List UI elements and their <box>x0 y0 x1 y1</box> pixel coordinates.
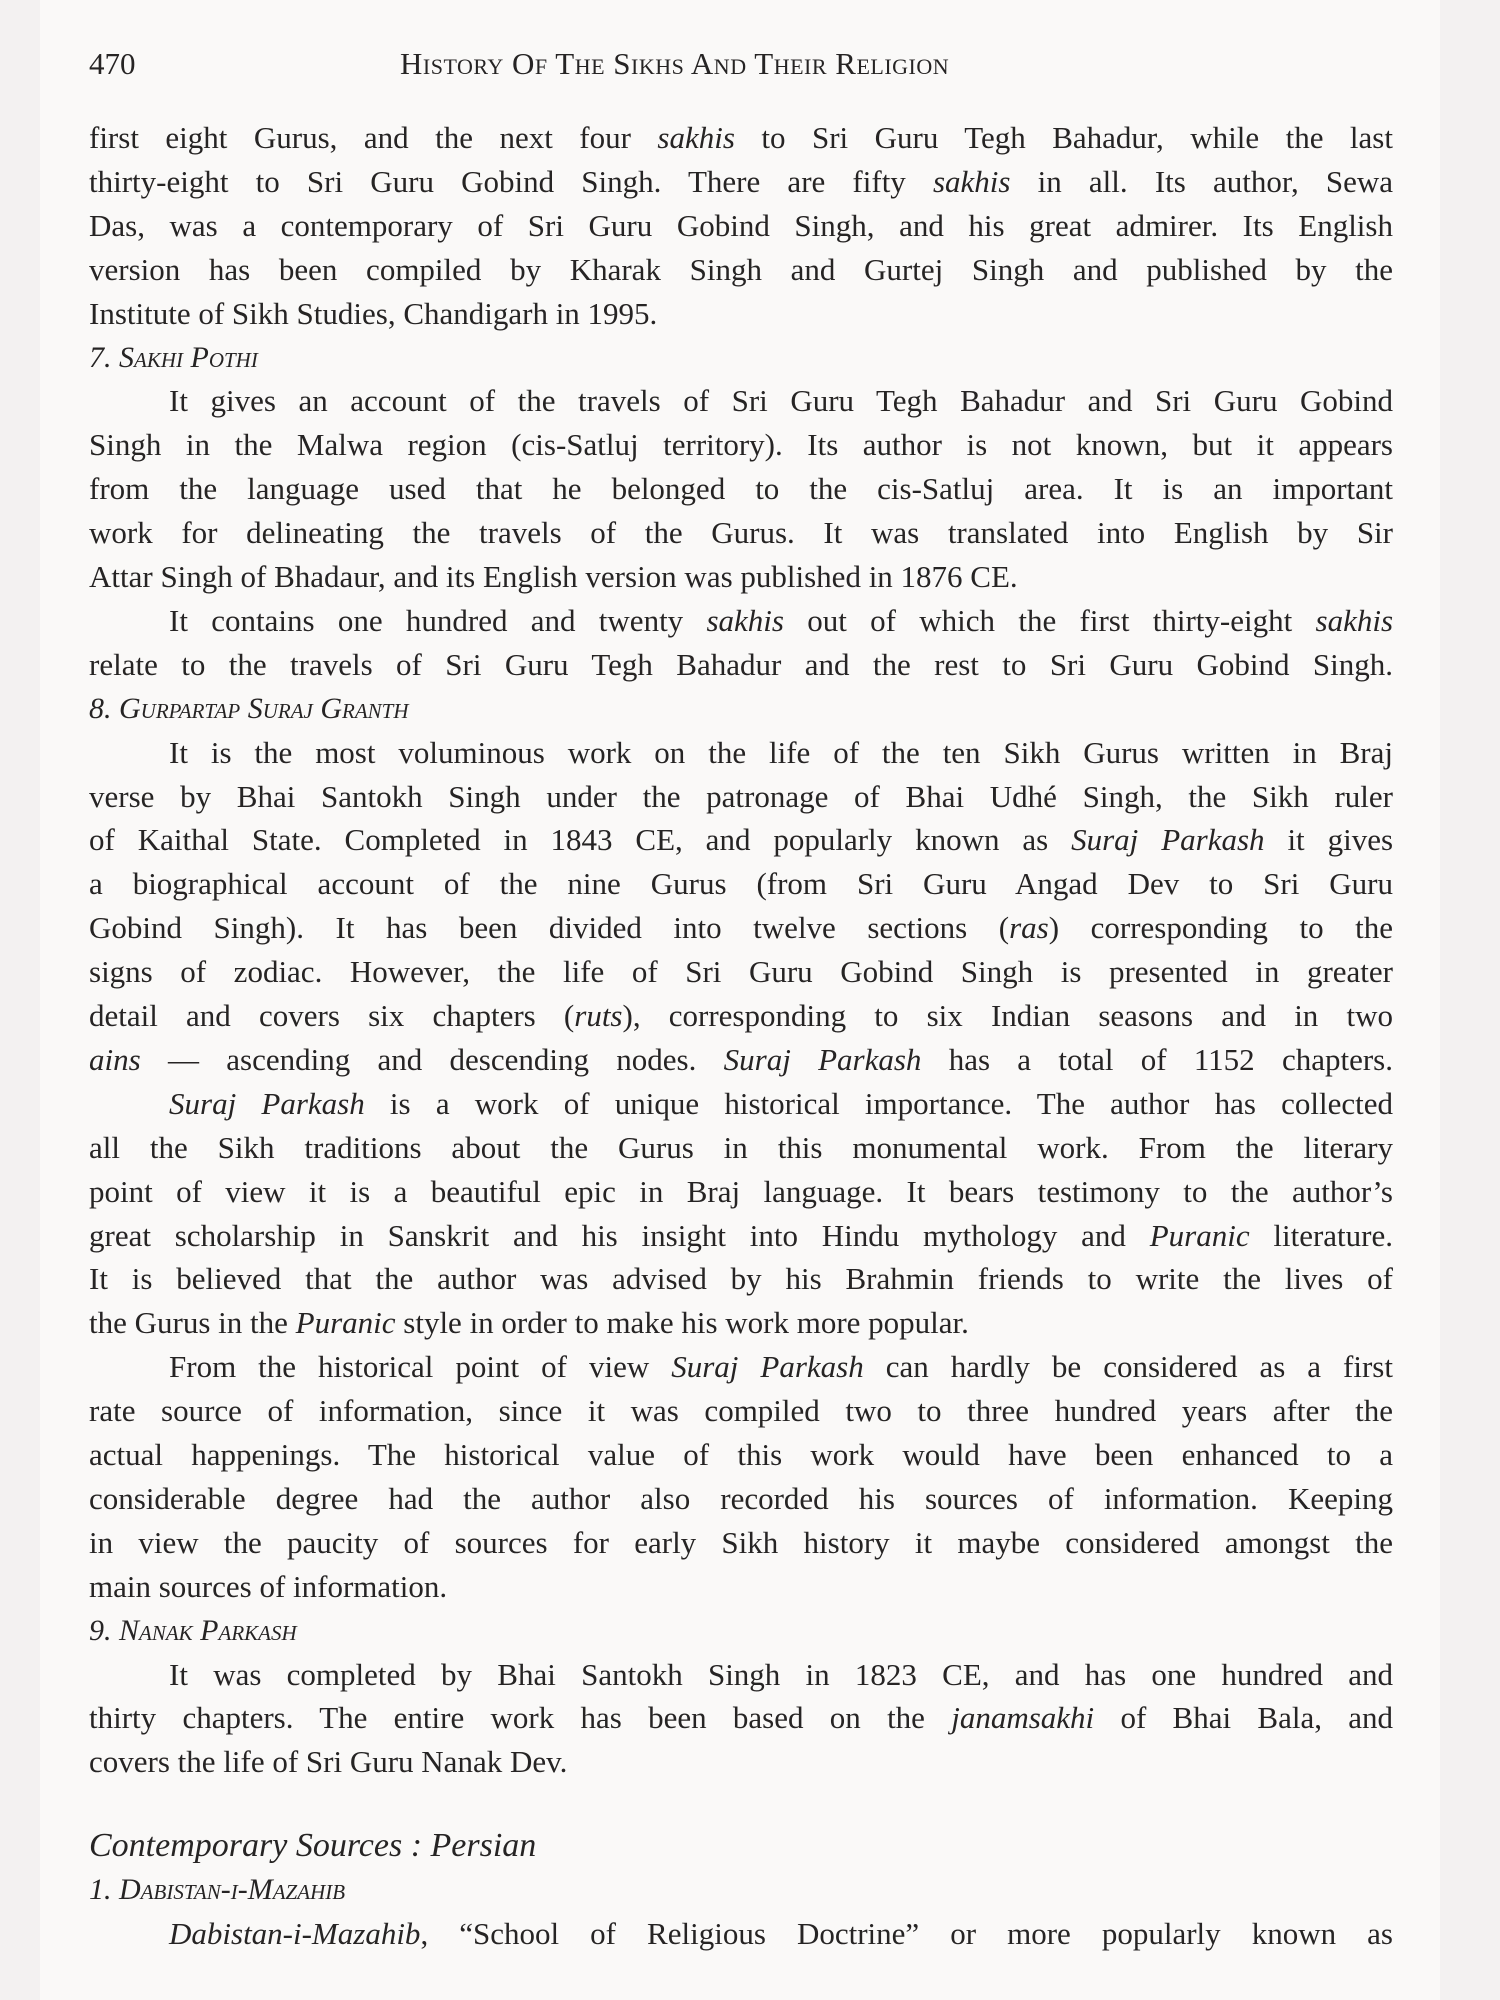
subsection-heading <box>89 338 1393 378</box>
text-run: ) corresponding to the <box>1048 910 1393 946</box>
text-run: Singh in the Malwa region (cis-Satluj territory). Its author is not known, but it appears <box>89 427 1393 463</box>
subsection-heading <box>89 1611 1393 1651</box>
text-line <box>89 425 1393 465</box>
text-line <box>89 777 1393 817</box>
italic-text: ruts <box>574 998 623 1033</box>
text-run: verse by Bhai Santokh Singh under the patronage of Bhai Udhé Singh, the Sikh ruler <box>89 778 1393 814</box>
text-run: a biographical account of the nine Gurus (from Sri Guru Angad Dev to Sri Guru <box>89 866 1393 902</box>
text-run: great scholarship in Sanskrit and his insight into Hindu mythology and <box>89 1217 1150 1253</box>
text-line <box>89 162 1393 202</box>
italic-text: Puranic <box>1149 1217 1250 1253</box>
text-run: It was completed by Bhai Santokh Singh in 1823 CE, and has one hundred and <box>169 1656 1393 1692</box>
text-line <box>89 294 1393 334</box>
text-run: — ascending and descending nodes. <box>140 1041 724 1077</box>
italic-text: Dabistan-i-Mazahib <box>169 1915 421 1951</box>
text-run: to Sri Guru Tegh Bahadur, while the last <box>734 120 1393 155</box>
section-heading <box>89 1826 1393 1866</box>
text-run: from the language used that he belonged to the cis-Satluj area. It is an important <box>89 471 1393 507</box>
text-run: 8. Gurpartap Suraj Granth <box>89 691 409 725</box>
text-line <box>89 908 1393 948</box>
text-line <box>89 1523 1393 1563</box>
text-run: literature. <box>1249 1217 1393 1253</box>
text-run: Contemporary Sources : Persian <box>89 1827 537 1865</box>
text-line <box>89 1128 1393 1168</box>
text-line <box>89 1259 1393 1299</box>
text-run: main sources of information. <box>89 1568 448 1604</box>
italic-text: Puranic <box>295 1305 396 1341</box>
text-run: in view the paucity of sources for early Sikh history it maybe considered amongst the <box>89 1524 1393 1560</box>
text-run: Institute of Sikh Studies, Chandigarh in 1995. <box>89 295 658 331</box>
text-line <box>89 381 1393 421</box>
text-run: rate source of information, since it was compiled two to three hundred years after the <box>89 1393 1393 1429</box>
text-run: actual happenings. The historical value of this work would have been enhanced to a <box>89 1437 1393 1472</box>
italic-text: Suraj Parkash <box>671 1349 864 1385</box>
text-run: From the historical point of view <box>169 1349 672 1385</box>
text-line <box>89 1914 1393 1954</box>
italic-text: Suraj Parkash <box>723 1041 922 1077</box>
italic-text: sakhis <box>657 120 735 155</box>
text-line <box>89 645 1393 685</box>
text-line <box>89 952 1393 992</box>
text-run: of Bhai Bala, and <box>1094 1700 1393 1736</box>
text-line <box>89 1655 1393 1695</box>
text-run: in all. Its author, Sewa <box>1010 163 1393 199</box>
text-line <box>89 1347 1393 1387</box>
text-line <box>89 733 1393 773</box>
text-run: first eight Gurus, and the next four <box>89 120 658 155</box>
italic-text: sakhis <box>1315 602 1394 638</box>
text-run: point of view it is a beautiful epic in Braj language. It bears testimony to the author’s <box>89 1173 1393 1209</box>
text-line <box>89 1216 1393 1256</box>
text-run: all the Sikh traditions about the Gurus in this monumental work. From the literary <box>89 1129 1393 1165</box>
text-run: Attar Singh of Bhadaur, and its English version was published in 1876 CE. <box>89 559 1018 594</box>
italic-text: ras <box>1009 910 1049 946</box>
text-run: , “School of Religious Doctrine” or more popularly known as <box>420 1915 1393 1951</box>
text-line <box>89 1742 1393 1782</box>
text-run: has a total of 1152 chapters. <box>921 1041 1393 1077</box>
page-number: 470 <box>89 46 136 81</box>
text-run: of Kaithal State. Completed in 1843 CE, and popularly known as <box>89 822 1072 858</box>
text-run: thirty chapters. The entire work has been based on the <box>89 1700 952 1736</box>
italic-text: Suraj Parkash <box>1071 822 1265 858</box>
text-line <box>89 469 1393 509</box>
italic-text: sakhis <box>932 163 1011 199</box>
text-run: signs of zodiac. However, the life of Sri Guru Gobind Singh is presented in greater <box>89 954 1393 990</box>
text-run: covers the life of Sri Guru Nanak Dev. <box>89 1744 568 1780</box>
text-run: 9. Nanak Parkash <box>89 1613 297 1647</box>
running-title: History Of The Sikhs And Their Religion <box>400 46 950 81</box>
text-run: out of which the first thirty-eight <box>783 602 1316 638</box>
text-run: considerable degree had the author also recorded his sources of information. Keeping <box>89 1480 1393 1516</box>
text-line <box>89 206 1393 246</box>
text-line <box>89 1172 1393 1212</box>
text-run: It gives an account of the travels of Sri Guru Tegh Bahadur and Sri Guru Gobind <box>169 383 1393 419</box>
text-line <box>89 1303 1393 1343</box>
text-run: version has been compiled by Kharak Singh and Gurtej Singh and published by the <box>89 251 1393 287</box>
italic-text: janamsakhi <box>951 1700 1095 1736</box>
text-run: 7. Sakhi Pothi <box>89 340 258 374</box>
text-line <box>89 601 1393 641</box>
italic-text: ains <box>89 1041 141 1077</box>
subsection-heading <box>89 689 1393 729</box>
text-line <box>89 864 1393 904</box>
text-run: Das, was a contemporary of Sri Guru Gobind Singh, and his great admirer. Its English <box>89 207 1393 243</box>
text-line <box>89 513 1393 553</box>
text-line <box>89 1040 1393 1080</box>
text-line <box>89 557 1393 597</box>
italic-text: sakhis <box>706 602 784 638</box>
text-run: It contains one hundred and twenty <box>169 602 707 638</box>
text-run: can hardly be considered as a first <box>863 1349 1393 1385</box>
text-run: it gives <box>1264 822 1394 858</box>
text-run: work for delineating the travels of the Gurus. It was translated into English by Sir <box>89 515 1393 551</box>
text-line <box>89 250 1393 290</box>
text-line <box>89 1567 1393 1607</box>
text-line <box>89 1698 1393 1738</box>
text-line <box>89 1084 1393 1124</box>
text-run: style in order to make his work more popular. <box>395 1305 969 1341</box>
text-line <box>89 996 1393 1036</box>
text-run: the Gurus in the <box>89 1305 296 1341</box>
text-line <box>89 1391 1393 1431</box>
text-run: detail and covers six chapters ( <box>89 998 575 1033</box>
text-run: relate to the travels of Sri Guru Tegh Bahadur and the rest to Sri Guru Gobind Singh. <box>89 646 1393 682</box>
text-line <box>89 820 1393 860</box>
italic-text: Suraj Parkash <box>169 1085 365 1121</box>
text-line <box>89 118 1393 158</box>
text-line <box>89 1479 1393 1519</box>
text-line <box>89 1435 1393 1475</box>
text-run: thirty-eight to Sri Guru Gobind Singh. There are fifty <box>89 163 933 199</box>
text-run: It is believed that the author was advised by his Brahmin friends to write the lives of <box>89 1261 1393 1297</box>
text-run: 1. Dabistan-i-Mazahib <box>89 1873 346 1906</box>
text-run: Gobind Singh). It has been divided into twelve sections ( <box>89 910 1010 946</box>
text-run: It is the most voluminous work on the life of the ten Sikh Gurus written in Braj <box>169 734 1393 770</box>
text-run: is a work of unique historical importance. The author has collected <box>364 1085 1393 1121</box>
subsection-heading <box>89 1870 1393 1910</box>
text-run: ), corresponding to six Indian seasons and in two <box>622 998 1393 1033</box>
